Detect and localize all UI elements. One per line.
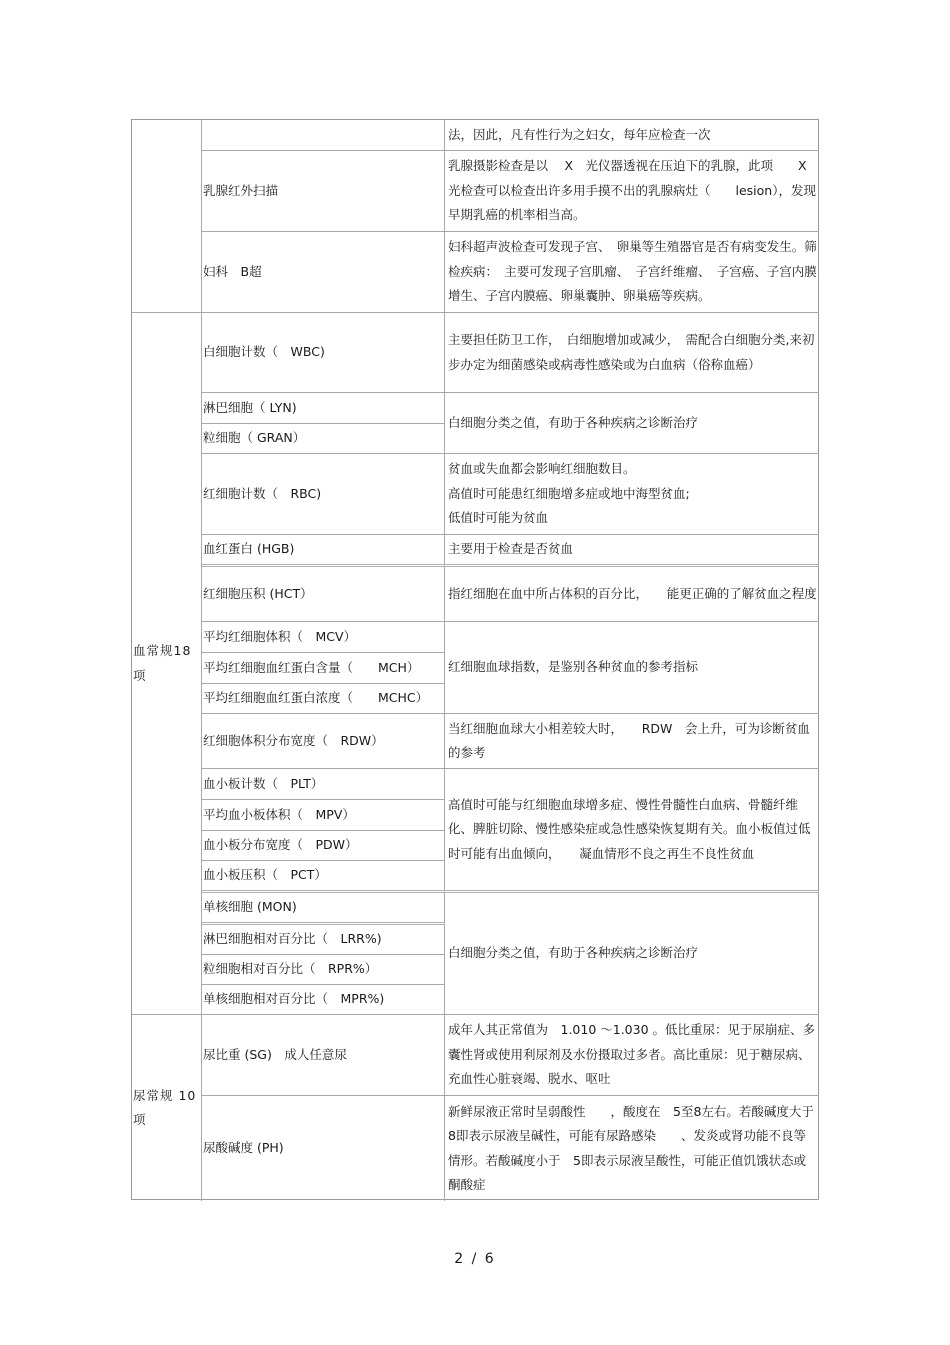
rbc-desc-line-2: 高值时可能患红细胞增多症或地中海型贫血; bbox=[448, 485, 690, 501]
item-name-pct: 血小板压积（ PCT） bbox=[202, 861, 445, 893]
item-desc-ph: 新鲜尿液正常时呈弱酸性 ，酸度在 5至8左右。若酸碱度大于8即表示尿液呈碱性，可能有尿路感染 、发炎或肾功能不良等情形。若酸碱度小于 5即表示尿液呈酸性，可能正值饥饿状态或酮酸症 bbox=[448, 1103, 814, 1192]
group-cell-urine-routine bbox=[132, 1015, 202, 1201]
item-name-hgb: 血红蛋白 (HGB) bbox=[202, 535, 445, 567]
exam-table bbox=[131, 119, 819, 1200]
item-desc-differential: 白细胞分类之值，有助于各种疾病之诊断治疗 bbox=[445, 893, 819, 1015]
item-name-rbc: 红细胞计数（ RBC) bbox=[202, 454, 445, 535]
item-desc-platelet: 高值时可能与红细胞血球增多症、慢性骨髓性白血病、骨髓纤维化、脾脏切除、慢性感染症或急性感染恢复期有关。血小板值过低时可能有出血倾向， 凝血情形不良之再生不良性贫血 bbox=[445, 769, 819, 893]
item-name-gyn-ultrasound: 妇科 B超 bbox=[202, 232, 445, 313]
item-name-continuation bbox=[202, 120, 445, 151]
group-cell-blood-routine bbox=[132, 313, 202, 1015]
group-label-urine-routine: 尿常规 10项 bbox=[133, 1087, 197, 1127]
item-name-rdw: 红细胞体积分布宽度（ RDW） bbox=[202, 714, 445, 769]
group-label-blood-routine: 血常规18项 bbox=[133, 643, 192, 683]
item-desc-red-indices: 红细胞血球指数，是鉴别各种贫血的参考指标 bbox=[445, 622, 819, 714]
item-name-breast-infrared: 乳腺红外扫描 bbox=[202, 151, 445, 232]
item-desc-lyn-gran: 白细胞分类之值，有助于各种疾病之诊断治疗 bbox=[445, 393, 819, 454]
item-name-rpr: 粒细胞相对百分比（ RPR%） bbox=[202, 955, 445, 985]
item-desc-gyn-ultrasound: 妇科超声波检查可发现子宫、 卵巢等生殖器官是否有病变发生。筛检疾病： 主要可发现子宫肌瘤、 子宫纤维瘤、 子宫癌、子宫内膜增生、子宫内膜癌、卵巢囊肿、卵巢癌等疾病。 bbox=[445, 232, 819, 313]
item-name-wbc: 白细胞计数（ WBC) bbox=[202, 313, 445, 393]
item-desc-rbc bbox=[445, 454, 819, 535]
rbc-desc-line-1: 贫血或失血都会影响红细胞数目。 bbox=[448, 461, 636, 477]
item-name-mcv: 平均红细胞体积（ MCV） bbox=[202, 622, 445, 653]
item-name-lrr: 淋巴细胞相对百分比（ LRR%) bbox=[202, 925, 445, 955]
item-desc-rdw: 当红细胞血球大小相差较大时， RDW 会上升，可为诊断贫血的参考 bbox=[445, 714, 819, 769]
item-name-hct: 红细胞压积 (HCT） bbox=[202, 567, 445, 622]
item-name-mch: 平均红细胞血红蛋白含量（ MCH） bbox=[202, 653, 445, 684]
item-name-ph: 尿酸碱度 (PH) bbox=[202, 1096, 445, 1201]
item-name-pdw: 血小板分布宽度（ PDW） bbox=[202, 831, 445, 861]
group-cell-gynecology bbox=[132, 120, 202, 313]
item-name-sg: 尿比重 (SG) 成人任意尿 bbox=[202, 1015, 445, 1096]
rbc-desc-line-3: 低值时可能为贫血 bbox=[448, 510, 549, 526]
item-name-mchc: 平均红细胞血红蛋白浓度（ MCHC） bbox=[202, 684, 445, 714]
page-number: 2 / 6 bbox=[454, 1251, 496, 1267]
item-name-mpv: 平均血小板体积（ MPV） bbox=[202, 800, 445, 831]
item-desc-breast-infrared: 乳腺摄影检查是以 X 光仪器透视在压迫下的乳腺，此项 X光检查可以检查出许多用手摸不出的乳腺病灶（ lesion），发现早期乳癌的机率相当高。 bbox=[445, 151, 819, 232]
item-desc-hgb: 主要用于检查是否贫血 bbox=[445, 535, 819, 567]
item-desc-hct: 指红细胞在血中所占体积的百分比， 能更正确的了解贫血之程度 bbox=[445, 567, 819, 622]
item-desc-wbc: 主要担任防卫工作， 白细胞增加或减少， 需配合白细胞分类,来初步办定为细菌感染或病毒性感染或为白血病（俗称血癌） bbox=[445, 313, 819, 393]
item-name-lyn: 淋巴细胞（ LYN) bbox=[202, 393, 445, 424]
item-desc-sg: 成年人其正常值为 1.010 ～1.030 。低比重尿：见于尿崩症、多囊性肾或使用利尿剂及水份摄取过多者。高比重尿：见于糖尿病、充血性心脏衰竭、脱水、呕吐 bbox=[445, 1015, 819, 1096]
item-desc-continuation: 法，因此，凡有性行为之妇女，每年应检查一次 bbox=[445, 120, 819, 151]
item-name-gran: 粒细胞（ GRAN） bbox=[202, 424, 445, 454]
item-name-mon: 单核细胞 (MON) bbox=[202, 893, 445, 925]
item-name-plt: 血小板计数（ PLT） bbox=[202, 769, 445, 800]
item-name-mpr: 单核细胞相对百分比（ MPR%) bbox=[202, 985, 445, 1015]
